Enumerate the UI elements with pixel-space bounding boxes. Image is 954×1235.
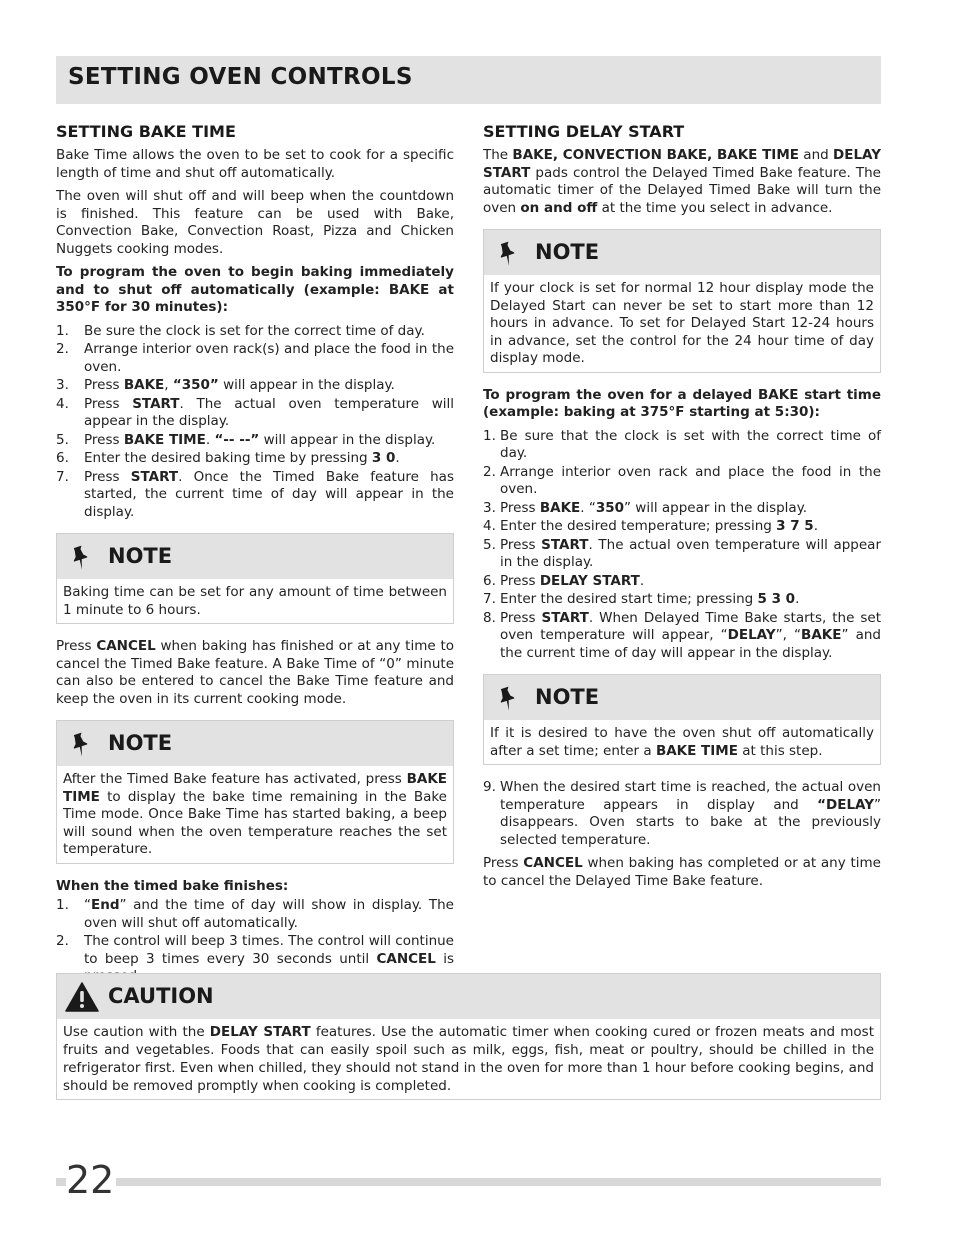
list-item: 3. Press BAKE, “350” will appear in the display. bbox=[56, 377, 395, 393]
list-item: 2. Arrange interior oven rack(s) and place the food in the oven. bbox=[56, 341, 454, 375]
note-box bbox=[483, 674, 881, 765]
note-header bbox=[484, 230, 880, 275]
section-heading-bake-time: SETTING BAKE TIME bbox=[56, 122, 236, 141]
note-title: NOTE bbox=[108, 731, 173, 755]
caution-text: Use caution with the DELAY START features. Use the automatic timer when cooking cured or frozen meats and most fruits and vegetables. Foods that can easily spoil such as milk, eggs, fish, meat or poultry, should be chilled in the refrigerator first. Even when chilled, they should not stand in the oven for more than 1 hour before cooking begins, and should be removed promptly when cooking is completed. bbox=[63, 1024, 874, 1094]
list-item: 7. Press START. Once the Timed Bake feature has started, the current time of day will appear in the display. bbox=[56, 468, 454, 520]
list-item: 7. Enter the desired start time; pressing 5 3 0. bbox=[483, 591, 800, 607]
paragraph: The oven will shut off and will beep when the countdown is finished. This feature can be used with Bake, Convection Bake, Convection Roast, Pizza and Chicken Nuggets cooking modes. bbox=[56, 188, 454, 257]
note-title: NOTE bbox=[535, 240, 600, 264]
pushpin-icon bbox=[498, 685, 520, 711]
caution-header bbox=[57, 974, 880, 1019]
left-column bbox=[56, 122, 454, 992]
paragraph: Bake Time allows the oven to be set to cook for a specific length of time and shut off automatically. bbox=[56, 147, 454, 181]
footer-bar bbox=[56, 1178, 881, 1186]
page-title: SETTING OVEN CONTROLS bbox=[68, 64, 413, 90]
list-item: 2. The control will beep 3 times. The control will continue to beep 3 times every 30 seconds until CANCEL is bbox=[56, 933, 454, 967]
note-box bbox=[483, 229, 881, 373]
right-column bbox=[483, 122, 881, 896]
warning-triangle-icon bbox=[65, 982, 99, 1012]
list-item: 1. “End” and the time of day will show in display. The oven will shut off automatically. bbox=[56, 897, 454, 931]
instruction-lead: To program the oven to begin baking immediately and to shut off automatically (example: BAKE at 350°F for 30 minutes): bbox=[56, 264, 454, 315]
cancel-paragraph: Press CANCEL when baking has finished or at any time to cancel the Timed Bake feature. A Bake Time of “0” minute can also be entered to cancel the Bake Time feature and keep the oven in its current cooking mode. bbox=[56, 638, 454, 707]
bake-time-steps bbox=[56, 323, 454, 522]
list-item: 4. Press START. The actual oven temperature will appear in the display. bbox=[56, 395, 454, 429]
pushpin-icon bbox=[71, 731, 93, 757]
pushpin-icon bbox=[498, 240, 520, 266]
finish-heading: When the timed bake finishes: bbox=[56, 877, 289, 894]
instruction-lead: To program the oven for a delayed BAKE start time (example: baking at 375°F starting at 5:30): bbox=[483, 386, 881, 420]
note-box bbox=[56, 720, 454, 864]
delay-start-steps bbox=[483, 428, 881, 663]
caution-box bbox=[56, 973, 881, 1100]
note-header bbox=[57, 534, 453, 579]
note-text: If your clock is set for normal 12 hour display mode the Delayed Start can never be set to start more than 12 hours in advance. To set for Delayed Start 12-24 hours in advance, set the control for the 24 hour time of day display mode. bbox=[490, 280, 874, 366]
list-item: 6. Enter the desired baking time by pressing 3 0. bbox=[56, 450, 400, 466]
cancel-paragraph: Press CANCEL when baking has completed or at any time to cancel the Delayed Time Bake feature. bbox=[483, 855, 881, 889]
list-item: 2. Arrange interior oven rack and place the food in the oven. bbox=[483, 463, 881, 497]
list-item: 5. Press BAKE TIME. “-- --” will appear in the display. bbox=[56, 431, 436, 448]
note-title: NOTE bbox=[535, 685, 600, 709]
note-box bbox=[56, 533, 454, 624]
list-item: 1. Be sure the clock is set for the correct time of day. bbox=[56, 322, 425, 339]
list-item: 6. Press DELAY START. bbox=[483, 572, 645, 589]
note-text: After the Timed Bake feature has activated, press BAKE TIME to display the bake time remaining in the Bake Time mode. Once Bake Time has started baking, a beep will sound when the oven temperature reaches the set temperature. bbox=[63, 771, 447, 857]
section-header-bar bbox=[56, 56, 881, 104]
note-title: NOTE bbox=[108, 544, 173, 568]
list-item: 8. Press START. When Delayed Time Bake starts, the set oven temperature will appear, “DELAY”, “BAKE” and the current time of day will appear in the display. bbox=[483, 609, 881, 661]
pushpin-icon bbox=[71, 544, 93, 570]
caution-title: CAUTION bbox=[108, 984, 214, 1008]
paragraph: The BAKE, CONVECTION BAKE, BAKE TIME and DELAY START pads control the Delayed Timed Bake feature. The automatic timer of the Delayed Timed Bake will turn the oven on and off at the time you select in advance. bbox=[483, 147, 881, 216]
note-header bbox=[57, 721, 453, 766]
note-header bbox=[484, 675, 880, 720]
note-text: If it is desired to have the oven shut off automatically after a set time; enter a BAKE TIME at this step. bbox=[490, 725, 874, 759]
list-item: 1. Be sure that the clock is set with the correct time of day. bbox=[483, 427, 881, 461]
list-item: 5. Press START. The actual oven temperature will appear in the display. bbox=[483, 536, 881, 570]
list-item: 4. Enter the desired temperature; pressing 3 7 5. bbox=[483, 518, 819, 534]
list-item: 3. Press BAKE. “350” will appear in the display. bbox=[483, 499, 808, 516]
section-heading-delay-start: SETTING DELAY START bbox=[483, 122, 685, 141]
list-item: 9. When the desired start time is reached, the actual oven temperature appears in display and “DELAY” disappears. Oven starts to bake at the previously selected temperature. bbox=[483, 779, 881, 848]
note-text: Baking time can be set for any amount of time between 1 minute to 6 hours. bbox=[63, 584, 447, 618]
delay-start-step-9 bbox=[483, 779, 881, 849]
page-number: 22 bbox=[66, 1158, 115, 1202]
